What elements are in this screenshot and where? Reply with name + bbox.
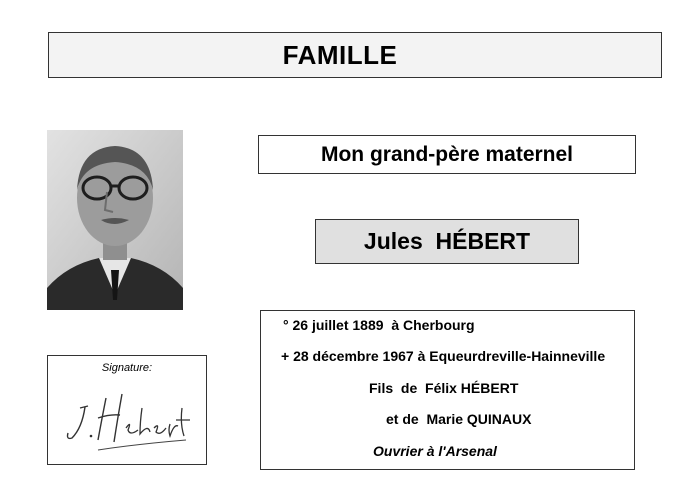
relation-subtitle: Mon grand-père maternel: [320, 142, 574, 166]
signature-box: [47, 355, 207, 465]
father-line: Fils de Félix HÉBERT: [369, 380, 519, 396]
page-title: FAMILLE: [282, 39, 398, 70]
occupation-line: Ouvrier à l'Arsenal: [373, 443, 497, 459]
signature-label: Signature:: [101, 362, 153, 374]
person-name: Jules HÉBERT: [363, 228, 531, 254]
biography-box: [260, 310, 635, 470]
mother-line: et de Marie QUINAUX: [386, 411, 532, 427]
header-banner: [48, 32, 662, 78]
birth-line: ° 26 juillet 1889 à Cherbourg: [283, 317, 475, 333]
name-box: [315, 219, 579, 264]
handwritten-signature: [58, 378, 198, 458]
portrait-image: [47, 130, 183, 310]
portrait-photo: [47, 130, 183, 310]
death-line: + 28 décembre 1967 à Equeurdreville-Hainneville: [281, 348, 606, 364]
subtitle-box: [258, 135, 636, 174]
